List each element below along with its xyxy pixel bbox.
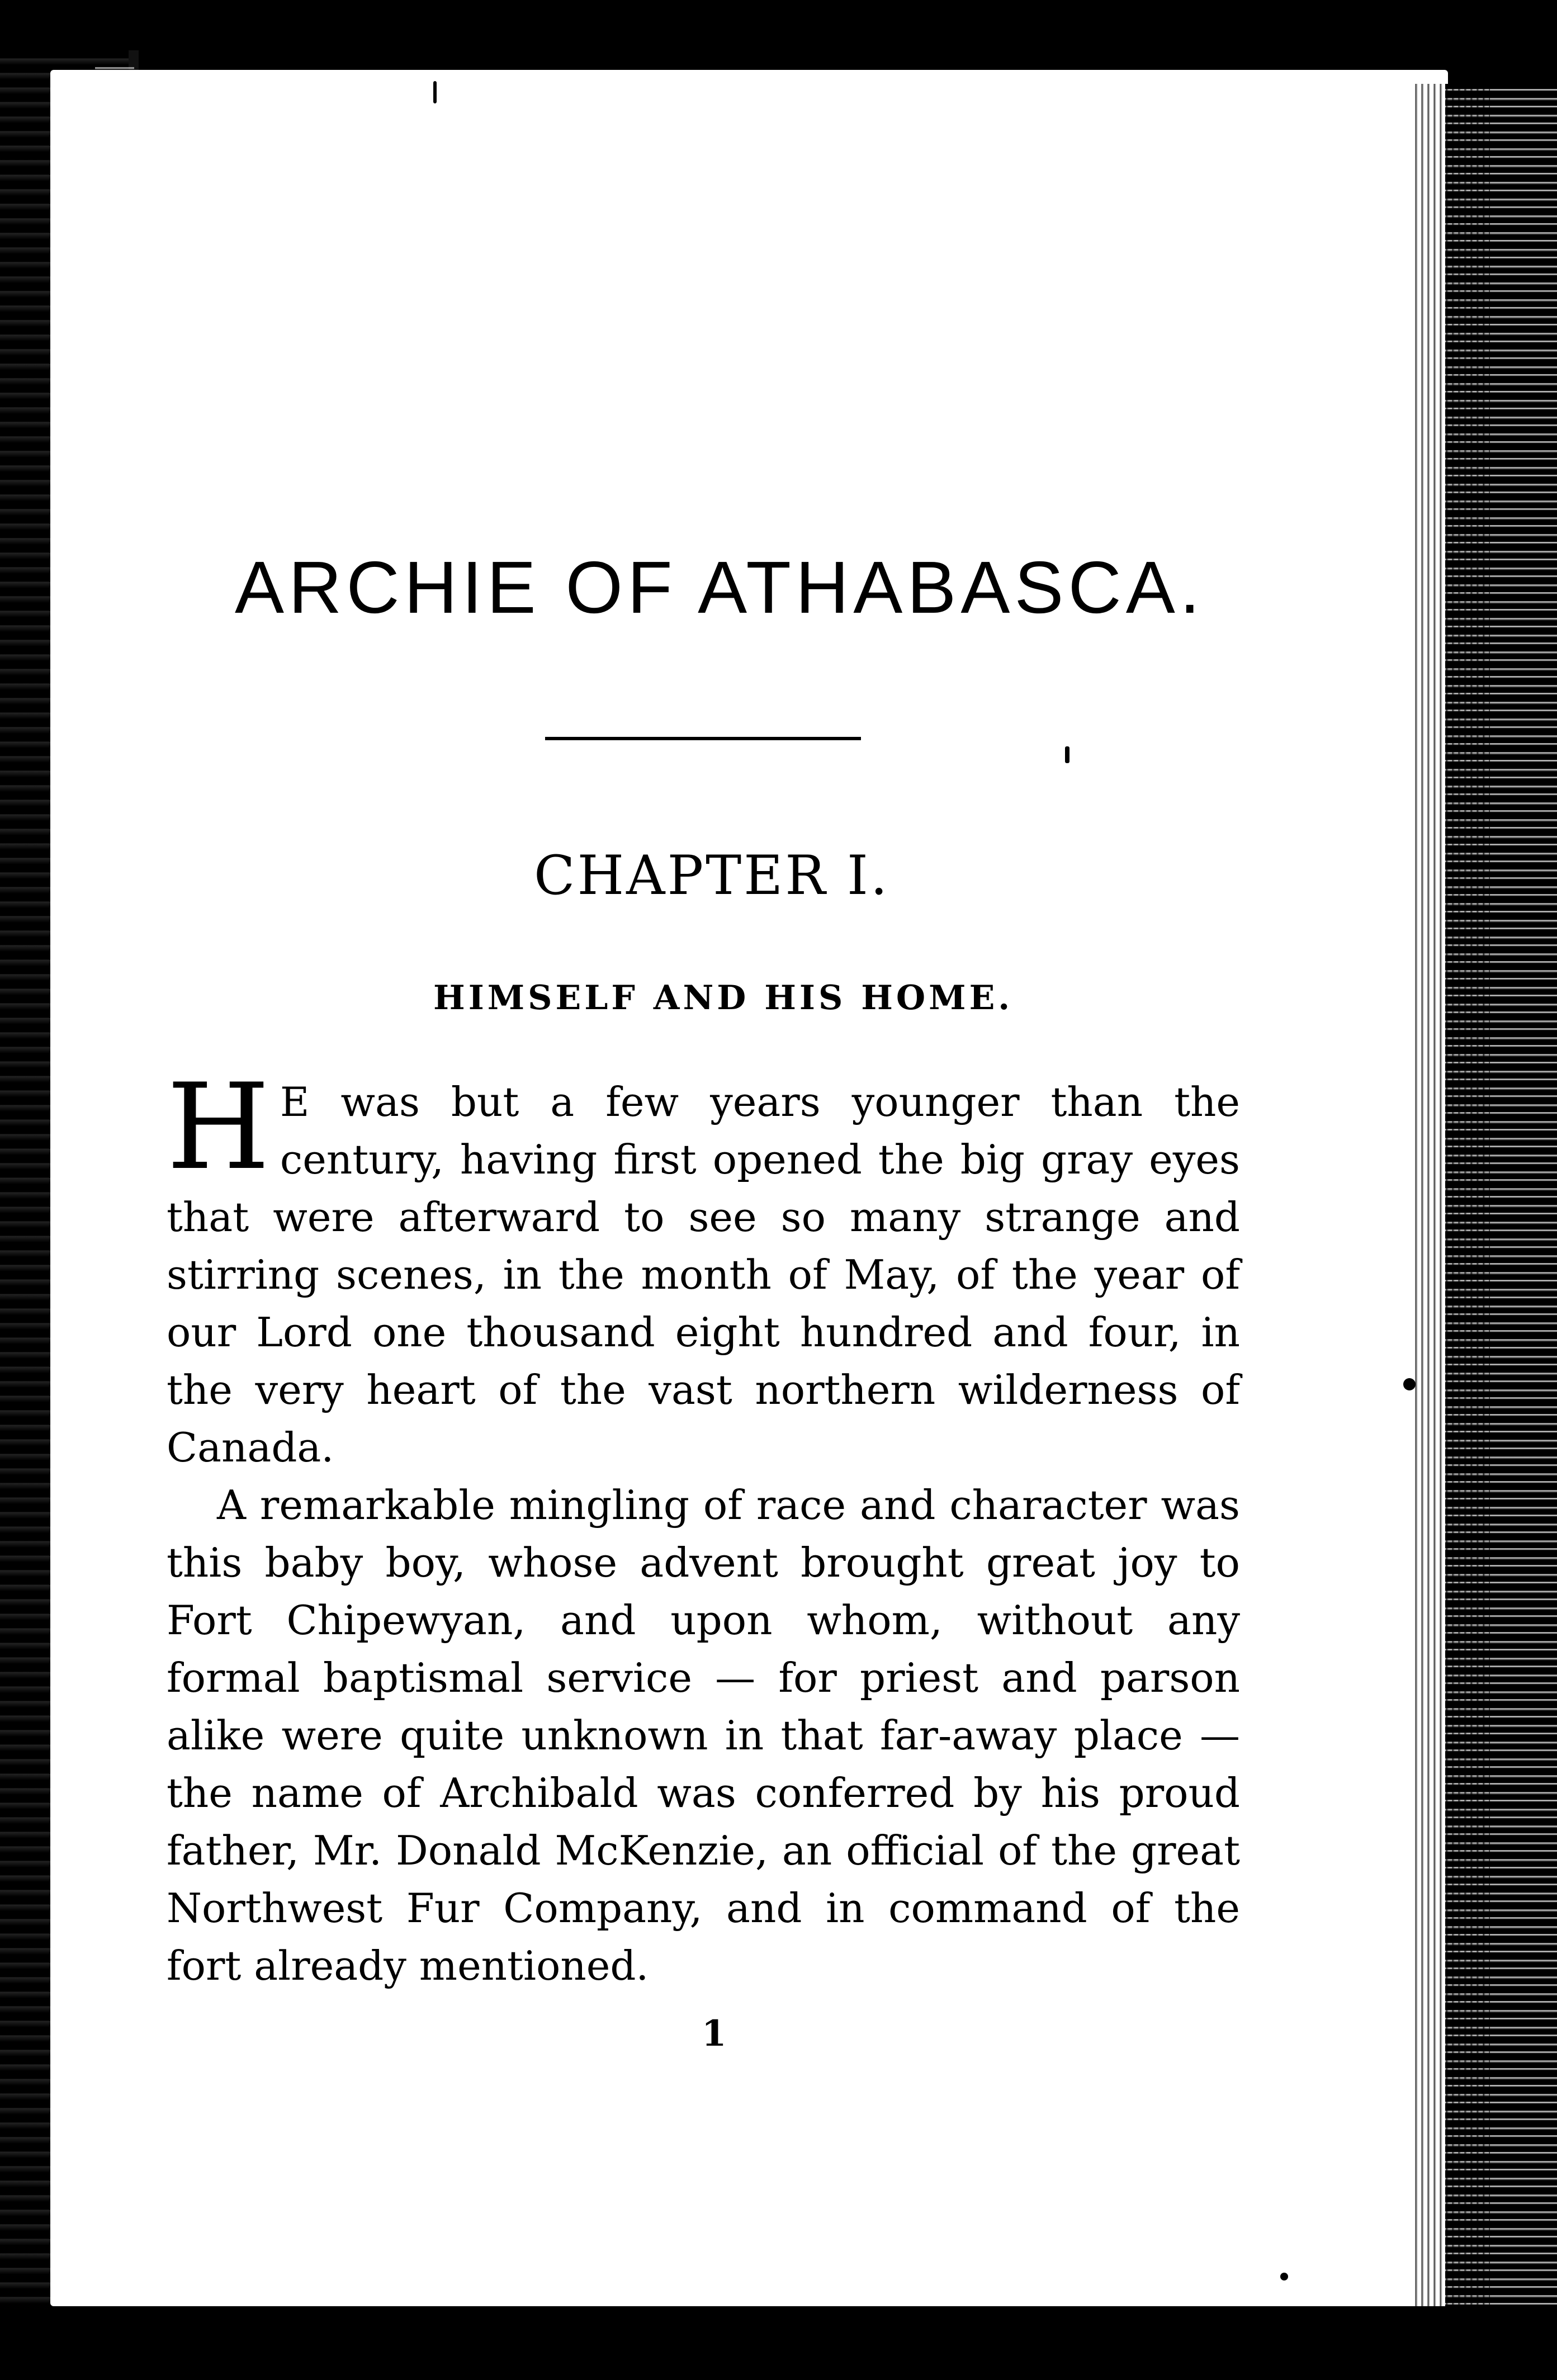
- fore-edge-shadow: [1412, 84, 1490, 2309]
- ink-speck: [1403, 1378, 1416, 1390]
- ink-speck: [1065, 746, 1069, 763]
- ink-speck: [1280, 2273, 1288, 2280]
- chapter-title: HIMSELF AND HIS HOME.: [433, 978, 1014, 1018]
- paragraph-1-text: E was but a few years younger than the century, having first opened the big gray eyes that were afterward to see so many strange and stirring scenes, in the month of May, of the year of our Lord one thousand eight hundred and four, in the very heart of the vast northern wilderness of Canada.: [167, 1078, 1240, 1471]
- drop-cap: H: [167, 1058, 270, 1196]
- ink-speck: [433, 81, 437, 103]
- page-number: 1: [702, 2013, 727, 2055]
- title-rule: [545, 737, 861, 740]
- chapter-body: [167, 1058, 1240, 1995]
- book-title: ARCHIE OF ATHABASCA.: [235, 546, 1205, 628]
- chapter-number: CHAPTER I.: [534, 844, 890, 907]
- paragraph-2: A remarkable mingling of race and character was this baby boy, whose advent brought great joy to Fort Chipewyan, and upon whom, without any formal baptismal service — for priest and parson alike were quite unknown in that far-away place — the name of Archibald was conferred by his proud father, Mr. Donald McKenzie, an official of the great Northwest Fur Company, and in command of the fort already mentioned.: [167, 1482, 1240, 1989]
- paragraph-1: [167, 1058, 1240, 1477]
